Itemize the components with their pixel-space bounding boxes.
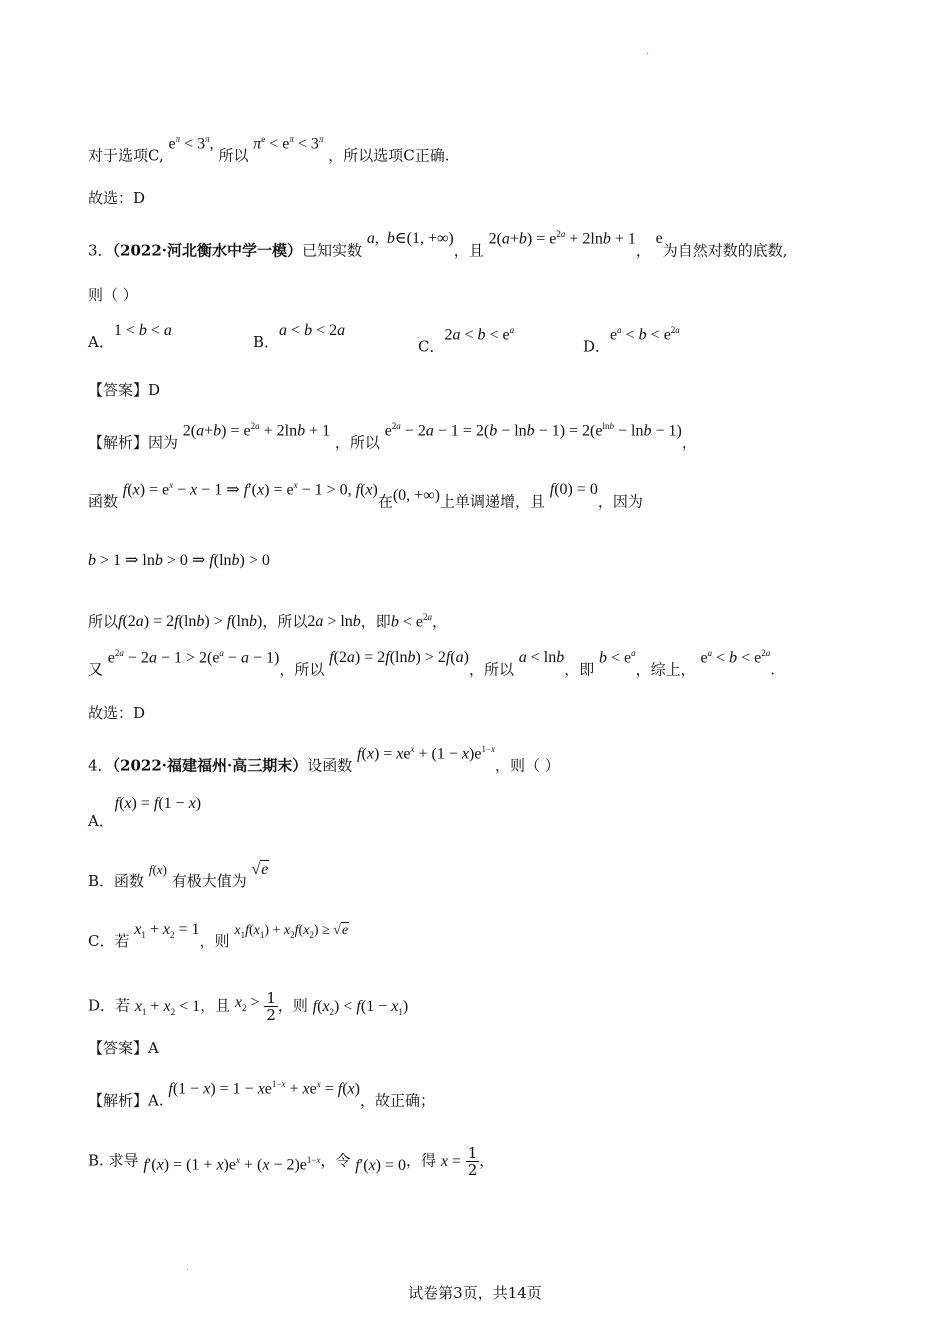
text: ，且 [200,996,231,1015]
question-4-option-c[interactable] [88,921,349,958]
math: $2(a+b) = e^{2a} + 2\ln b + 1$ [182,421,331,440]
page-footer: 试卷第3页，共14页 [408,1284,542,1302]
option-label: A． [88,333,114,351]
math: f′(x) = 0 [355,1156,407,1174]
option-expr: $2a < b < e^a$ [444,325,515,344]
math: f(x) [148,862,167,877]
question-4-option-b[interactable] [88,861,269,893]
text: 已知实数 [302,241,363,260]
option-label: C．若 [88,932,130,950]
math-function-def: $f(x) = xe^x + (1 - x)e^{1-x}$ [357,744,496,763]
text: ，且 [453,241,484,260]
math: $f(x_2) < f(1 - x_1)$ [312,997,409,1017]
math: $f(1 - x) = 1 - xe^{1-x} + xe^x = f(x)$ [168,1079,360,1098]
option-a[interactable] [88,322,172,354]
math-e: e [655,230,663,248]
option-label: D． [583,337,611,356]
choose-line-1: 故选：D [88,189,146,207]
question-4-stem [88,744,560,777]
text: ，令 [320,1151,351,1170]
option-label: A． [88,812,114,830]
math: $b < e^{2a}$ [390,612,432,631]
math: $x_1 + x_2 < 1$ [134,997,201,1017]
question-source-tag: （2022·福建福州·高三期末） [112,756,308,775]
math: f(x) = f(1 − x) [114,795,202,812]
math: a < lnb [518,649,565,667]
option-label: B． [253,333,280,351]
math: $x_1 + x_2 = 1$ [134,921,200,941]
option-expr: 1 < b < a [113,322,172,339]
question-3-answer: 【答案】D [88,381,161,399]
text: 【解析】因为 [88,433,179,452]
text: 为自然对数的底数, [662,241,788,260]
math-given-equation: $2(a+b) = e^{2a} + 2\ln b + 1$ [488,229,636,248]
text: ，因为 [597,492,643,511]
question-4-answer: 【答案】A [88,1039,159,1057]
fraction-one-half [466,1145,480,1178]
text: ，所以 [334,433,380,452]
text: ，所以 [262,612,308,631]
text: ， [635,241,651,260]
math: f(0) = 0 [549,481,598,499]
text: 有极大值为 [171,872,247,890]
text: ，所以 [279,660,325,679]
question-3-analysis-line-5 [88,648,775,681]
math: $e^{2a} - 2a - 1 = 2(b - \ln b - 1) = 2(e^{lnb} - \ln b - 1)$ [384,421,682,440]
fraction-one-half [264,990,278,1023]
question-source-tag: （2022·河北衡水中学一模） [112,241,303,260]
question-number: 4． [88,756,113,775]
text: ， [479,1151,495,1170]
option-c-conclusion-line [88,134,450,167]
fraction-denominator: 2 [266,1006,276,1024]
option-expr: a < b < 2a [279,322,346,339]
fraction-denominator: 2 [467,1161,478,1179]
text: 对于选项C, [88,146,164,165]
text: ，则（ ） [495,756,560,775]
text: ，得 [406,1151,437,1170]
math: $x_1f(x_1) + x_2f(x_2) \ge √e$ [234,923,349,940]
math-e-pi-lt-3-pi: $e^\pi < 3^\pi$, [168,134,214,153]
math: b > 1 ⇒ lnb > 0 ⇒ f(lnb) > 0 [88,552,270,569]
question-number: 3． [88,241,113,260]
math: f(2a) = 2f(lnb) > 2f(a) [329,649,469,667]
text: ，即 [360,612,391,631]
question-3-choose: 故选：D [88,704,146,722]
math: $e^{2a} - 2a - 1 > 2(e^a - a - 1)$ [107,648,280,667]
text: ，综上， [635,660,696,679]
question-3-analysis-line-4 [88,606,447,633]
text: ， [431,612,447,631]
text: ，所以 [468,660,514,679]
math-a-b-domain: a, b∈(1, +∞) [366,230,454,248]
option-c[interactable] [418,325,515,358]
question-4-analysis-b [88,1145,494,1178]
text: 在 [377,492,393,511]
math: $f'(x) = (1 + x)e^x + (x - 2)e^{1-x}$ [143,1155,321,1174]
text: ，故正确； [359,1091,435,1110]
math: $b < e^a$ [599,648,636,667]
text: B. 求导 [88,1151,139,1170]
option-label: D．若 [88,996,131,1015]
math: $f(x) = e^x - x - 1$ ⇒ $f'(x) = e^x - 1 > 0$, f(x) [122,480,378,499]
question-4-option-d[interactable] [88,990,408,1023]
fraction-numerator: 1 [266,989,276,1007]
option-d[interactable] [583,325,680,358]
text: 【解析】A. [88,1091,164,1110]
math: x = [440,1152,461,1170]
math: (0, +∞) [392,487,440,505]
question-3-analysis-line-1 [88,421,697,454]
text: 设函数 [307,756,353,775]
math: $x_2$ > [234,993,260,1013]
text: ，即 [564,660,595,679]
text: 函数 [88,492,119,511]
math: f(2a) = 2f(lnb) > f(lnb) [118,613,263,631]
question-3-stem [88,229,788,262]
text: ，所以选项C正确. [328,146,450,165]
scan-dot: . [646,46,650,57]
text: . [770,660,775,679]
math: 2a > lnb [307,613,361,631]
math-sqrt-e: √e [251,861,269,878]
fraction-numerator: 1 [467,1144,478,1162]
option-expr: $e^a < b < e^{2a}$ [610,325,680,344]
option-label: B．函数 [88,872,145,890]
text: 又 [88,660,104,679]
question-3-then: 则（ ） [88,286,138,304]
math-pi-e-chain: $\pi^e < e^\pi < 3^\pi$ [253,134,324,153]
question-4-option-a[interactable] [88,795,205,833]
question-3-analysis-line-3 [88,549,270,572]
text: ，则 [277,996,308,1015]
option-label: C． [418,337,445,356]
math: $e^a < b < e^{2a}$ [700,648,771,667]
text: 所以 [88,612,119,631]
text: 上单调递增，且 [439,492,545,511]
option-b[interactable] [253,322,346,354]
question-3-options [88,322,848,356]
text: ，则 [199,932,230,950]
text: ， [681,433,697,452]
text: 所以 [218,146,249,165]
question-4-analysis-a [88,1079,435,1112]
question-3-analysis-line-2 [88,480,643,513]
scan-dot: . [186,1262,190,1273]
